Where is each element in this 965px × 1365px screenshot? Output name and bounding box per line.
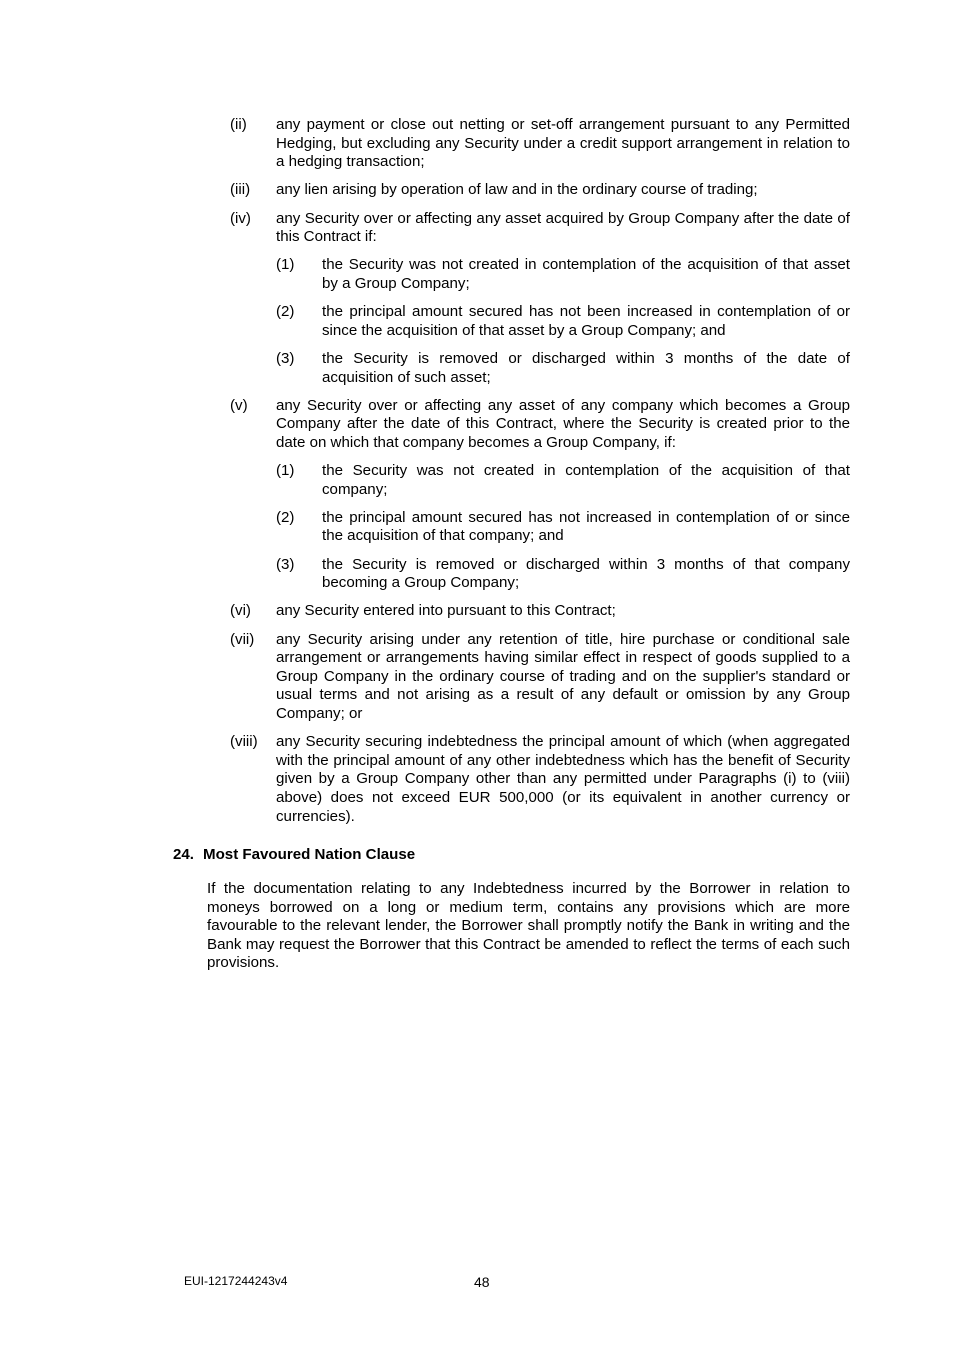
sub-item-number: (2) <box>276 303 295 321</box>
sub-item <box>276 462 850 499</box>
list-item <box>230 397 850 593</box>
sub-item-text: the Security is removed or discharged within 3 months of the date of acquisition of such asset; <box>322 349 850 386</box>
security-list <box>230 116 850 836</box>
sub-item-text: the Security is removed or discharged within 3 months of that company becoming a Group Company; <box>322 555 850 592</box>
sub-item <box>276 256 850 293</box>
list-item <box>230 181 850 200</box>
sub-item <box>276 303 850 340</box>
section-heading <box>173 846 415 865</box>
sub-item-text: the Security was not created in contemplation of the acquisition of that company; <box>322 462 850 498</box>
item-number: (iv) <box>230 209 251 227</box>
page-number: 48 <box>474 1274 490 1290</box>
sub-item <box>276 509 850 546</box>
item-number: (viii) <box>230 733 258 751</box>
list-item <box>230 116 850 172</box>
list-item <box>230 631 850 724</box>
section-title: Most Favoured Nation Clause <box>203 846 416 863</box>
sub-item <box>276 350 850 387</box>
sub-item-number: (1) <box>276 256 295 274</box>
document-reference: EUI-1217244243v4 <box>184 1274 288 1288</box>
item-text: any payment or close out netting or set-off arrangement pursuant to any Permitted Hedging, but excluding any Security under a credit support arrangement in relation to a hedging transaction; <box>276 116 850 171</box>
item-number: (vi) <box>230 602 251 620</box>
sub-item-text: the Security was not created in contemplation of the acquisition of that asset by a Group Company; <box>322 256 850 292</box>
list-item <box>230 210 850 388</box>
item-number: (v) <box>230 396 248 414</box>
item-text: any Security over or affecting any asset of any company which becomes a Group Company after the date of this Contract, where the Security is created prior to the date on which that company becomes a Group Company, if: <box>276 396 850 451</box>
list-item <box>230 602 850 621</box>
sub-item <box>276 556 850 593</box>
sub-item-number: (1) <box>276 462 295 480</box>
sub-item-text: the principal amount secured has not increased in contemplation of or since the acquisition of that company; and <box>322 508 850 545</box>
item-body <box>276 397 850 593</box>
sub-item-text: the principal amount secured has not been increased in contemplation of or since the acquisition of that asset by a Group Company; and <box>322 303 850 339</box>
item-number: (iii) <box>230 181 251 199</box>
sub-item-number: (3) <box>276 349 295 367</box>
item-number: (vii) <box>230 630 255 648</box>
item-body <box>276 210 850 388</box>
item-text: any Security over or affecting any asset acquired by Group Company after the date of this Contract if: <box>276 209 850 246</box>
list-item <box>230 733 850 826</box>
item-text: any lien arising by operation of law and in the ordinary course of trading; <box>276 181 758 199</box>
sub-item-number: (2) <box>276 508 295 526</box>
item-number: (ii) <box>230 116 247 133</box>
item-text: any Security securing indebtedness the principal amount of which (when aggregated with the principal amount of any other indebtedness which has the benefit of Security given by a Group Company other than any permitted under Paragraphs (i) to (viii) above) does not exceed EUR 500,000 (or its equivalent in another currency or currencies). <box>276 733 850 825</box>
sub-item-number: (3) <box>276 555 295 573</box>
item-text: any Security entered into pursuant to this Contract; <box>276 602 616 620</box>
section-paragraph: If the documentation relating to any Indebtedness incurred by the Borrower in relation to moneys borrowed on a long or medium term, contains any provisions which are more favourable to the relevant lender, the Borrower shall promptly notify the Bank in writing and the Bank may request the Borrower that this Contract be amended to reflect the terms of each such provisions. <box>207 880 850 972</box>
item-text: any Security arising under any retention of title, hire purchase or conditional sale arrangement or arrangements having similar effect in respect of goods supplied to a Group Company in the ordinary course of trading and on the supplier's standard or usual terms and not arising as a result of any default or omission by any Group Company; or <box>276 630 850 722</box>
section-number: 24. <box>173 846 194 863</box>
